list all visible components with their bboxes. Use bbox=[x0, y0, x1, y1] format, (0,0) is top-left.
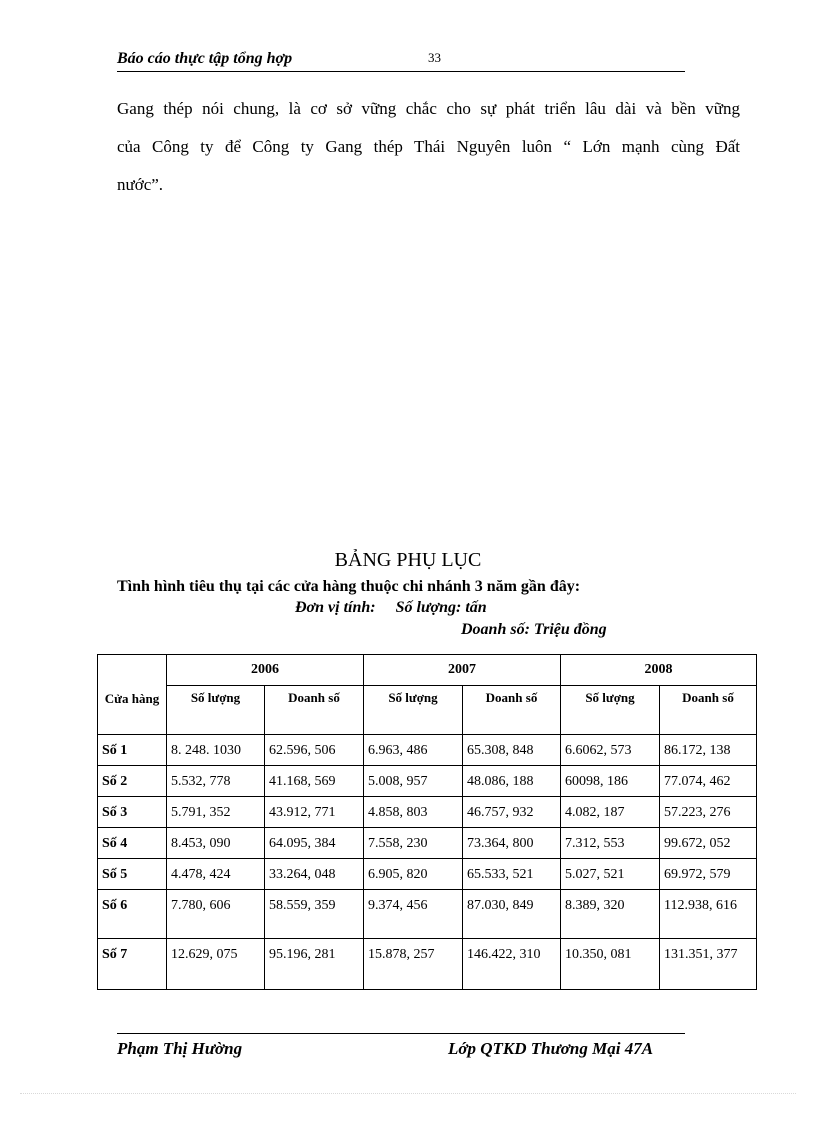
table-cell: 146.422, 310 bbox=[463, 939, 561, 990]
table-cell: 73.364, 800 bbox=[463, 828, 561, 859]
subcolumn-revenue: Doanh số bbox=[265, 686, 364, 735]
table-row bbox=[98, 828, 757, 859]
store-label: Số 2 bbox=[98, 766, 167, 797]
page-number: 33 bbox=[428, 50, 441, 65]
table-cell: 60098, 186 bbox=[561, 766, 660, 797]
table-cell: 64.095, 384 bbox=[265, 828, 364, 859]
subcolumn-revenue: Doanh số bbox=[463, 686, 561, 735]
store-label: Số 4 bbox=[98, 828, 167, 859]
table-cell: 62.596, 506 bbox=[265, 735, 364, 766]
subcolumn-quantity: Số lượng bbox=[167, 686, 265, 735]
sales-table bbox=[97, 654, 757, 990]
appendix-subtitle: Tình hình tiêu thụ tại các cửa hàng thuộc chi nhánh 3 năm gần đây: bbox=[117, 578, 581, 595]
footer-class: Lớp QTKD Thương Mại 47A bbox=[448, 1039, 654, 1058]
table-cell: 41.168, 569 bbox=[265, 766, 364, 797]
table-cell: 12.629, 075 bbox=[167, 939, 265, 990]
table-cell: 87.030, 849 bbox=[463, 890, 561, 939]
store-label: Số 6 bbox=[98, 890, 167, 939]
table-cell: 43.912, 771 bbox=[265, 797, 364, 828]
store-label: Số 5 bbox=[98, 859, 167, 890]
store-label: Số 3 bbox=[98, 797, 167, 828]
table-cell: 8.389, 320 bbox=[561, 890, 660, 939]
year-header: 2007 bbox=[364, 655, 561, 686]
table-row bbox=[98, 939, 757, 990]
table-cell: 4.082, 187 bbox=[561, 797, 660, 828]
table-cell: 65.308, 848 bbox=[463, 735, 561, 766]
table-cell: 131.351, 377 bbox=[660, 939, 757, 990]
table-row bbox=[98, 859, 757, 890]
table-cell: 7.558, 230 bbox=[364, 828, 463, 859]
table-cell: 7.780, 606 bbox=[167, 890, 265, 939]
table-cell: 112.938, 616 bbox=[660, 890, 757, 939]
table-cell: 86.172, 138 bbox=[660, 735, 757, 766]
table-cell: 33.264, 048 bbox=[265, 859, 364, 890]
table-cell: 5.008, 957 bbox=[364, 766, 463, 797]
table-cell: 9.374, 456 bbox=[364, 890, 463, 939]
table-cell: 10.350, 081 bbox=[561, 939, 660, 990]
subcolumn-quantity: Số lượng bbox=[561, 686, 660, 735]
table-cell: 65.533, 521 bbox=[463, 859, 561, 890]
table-cell: 8. 248. 1030 bbox=[167, 735, 265, 766]
unit-quantity: Số lượng: tấn bbox=[395, 599, 487, 616]
table-cell: 69.972, 579 bbox=[660, 859, 757, 890]
store-column-header: Cửa hàng bbox=[98, 655, 167, 735]
appendix-title: BẢNG PHỤ LỤC bbox=[334, 549, 482, 571]
store-label: Số 1 bbox=[98, 735, 167, 766]
table-row bbox=[98, 890, 757, 939]
table-cell: 7.312, 553 bbox=[561, 828, 660, 859]
table-cell: 58.559, 359 bbox=[265, 890, 364, 939]
table-cell: 99.672, 052 bbox=[660, 828, 757, 859]
table-cell: 48.086, 188 bbox=[463, 766, 561, 797]
header-title: Báo cáo thực tập tổng hợp bbox=[117, 50, 293, 67]
table-row bbox=[98, 766, 757, 797]
paragraph-line: của Công ty để Công ty Gang thép Thái Nguyên luôn “ Lớn mạnh cùng Đất bbox=[117, 137, 740, 156]
paragraph-line: nước”. bbox=[117, 175, 164, 194]
table-cell: 6.963, 486 bbox=[364, 735, 463, 766]
table-cell: 6.905, 820 bbox=[364, 859, 463, 890]
table-row bbox=[98, 735, 757, 766]
table-cell: 5.791, 352 bbox=[167, 797, 265, 828]
table-cell: 6.6062, 573 bbox=[561, 735, 660, 766]
table-cell: 8.453, 090 bbox=[167, 828, 265, 859]
table-cell: 77.074, 462 bbox=[660, 766, 757, 797]
year-header: 2008 bbox=[561, 655, 757, 686]
body-paragraph bbox=[117, 90, 740, 204]
table-cell: 95.196, 281 bbox=[265, 939, 364, 990]
table-cell: 4.858, 803 bbox=[364, 797, 463, 828]
subcolumn-revenue: Doanh số bbox=[660, 686, 757, 735]
table-cell: 5.532, 778 bbox=[167, 766, 265, 797]
table-row bbox=[98, 797, 757, 828]
unit-revenue: Doanh số: Triệu đồng bbox=[461, 621, 607, 638]
table-cell: 46.757, 932 bbox=[463, 797, 561, 828]
unit-label: Đơn vị tính: bbox=[295, 599, 376, 616]
subcolumn-quantity: Số lượng bbox=[364, 686, 463, 735]
year-header: 2006 bbox=[167, 655, 364, 686]
unit-line-quantity bbox=[295, 599, 487, 617]
footer-author: Phạm Thị Hường bbox=[117, 1039, 243, 1058]
footer-divider bbox=[117, 1033, 685, 1034]
paragraph-line: Gang thép nói chung, là cơ sở vững chắc cho sự phát triển lâu dài và bền vững bbox=[117, 99, 740, 118]
page-edge-dots bbox=[20, 1093, 796, 1094]
header-divider bbox=[117, 71, 685, 72]
store-label: Số 7 bbox=[98, 939, 167, 990]
table-cell: 4.478, 424 bbox=[167, 859, 265, 890]
table-cell: 15.878, 257 bbox=[364, 939, 463, 990]
table-cell: 5.027, 521 bbox=[561, 859, 660, 890]
table-cell: 57.223, 276 bbox=[660, 797, 757, 828]
